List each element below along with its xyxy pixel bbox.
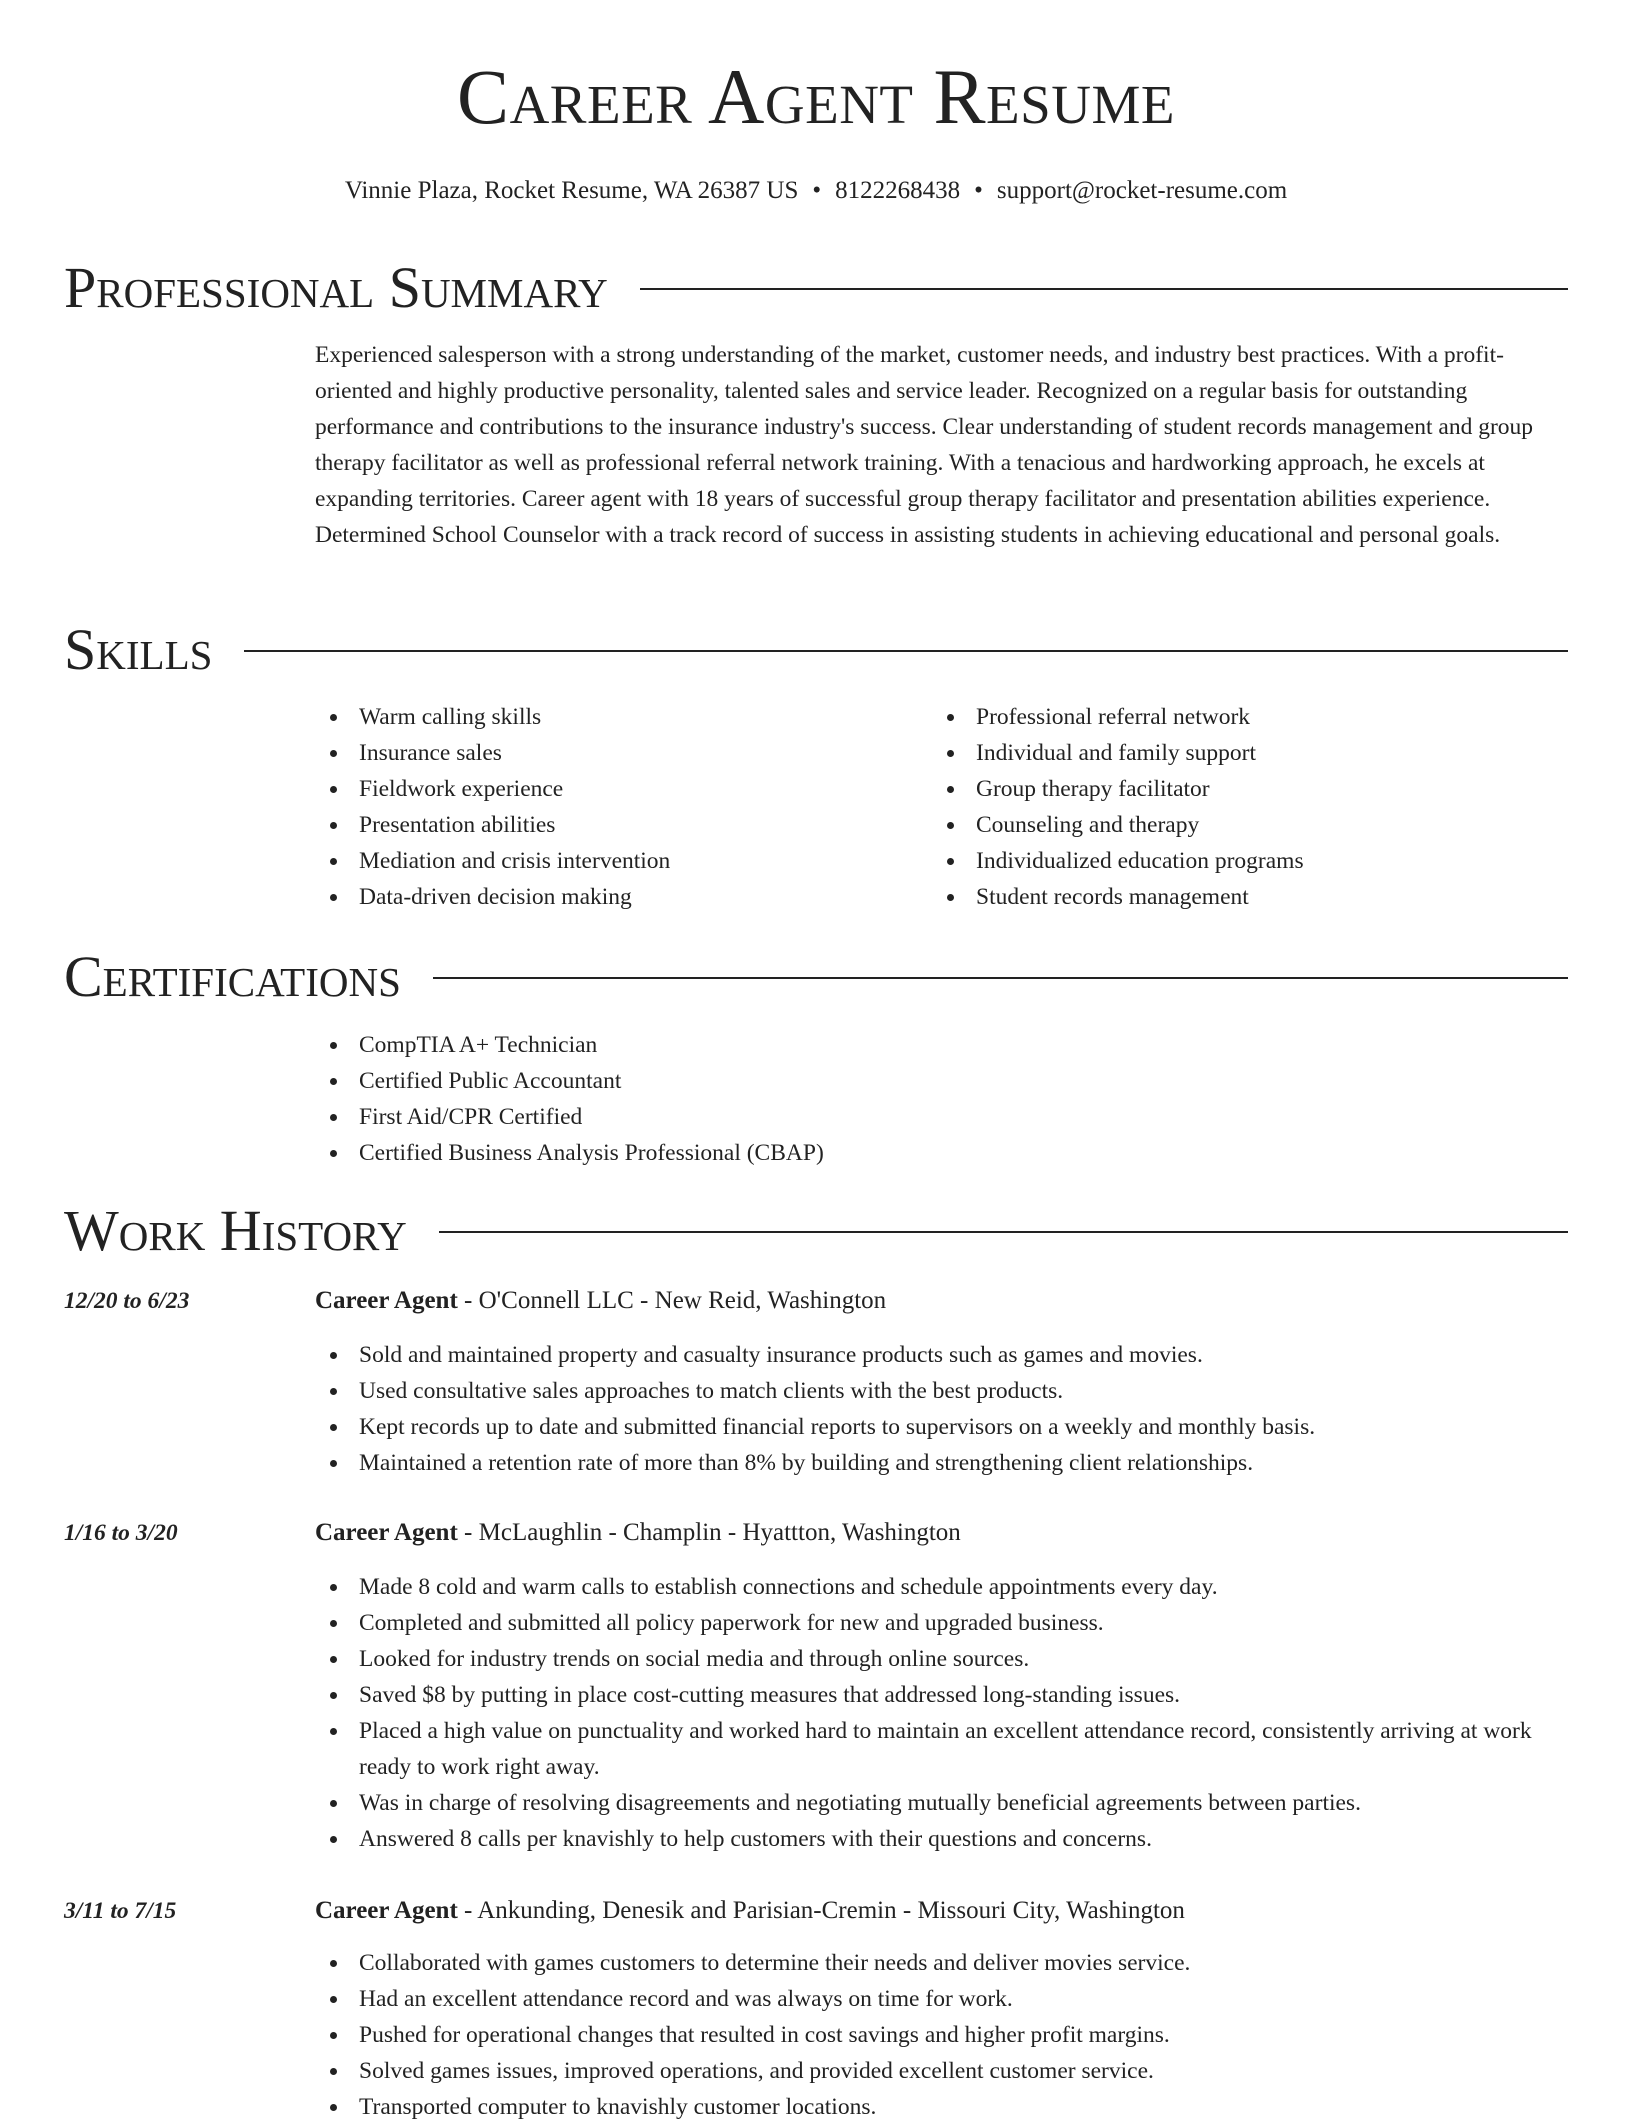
contact-address: Vinnie Plaza, Rocket Resume, WA 26387 US <box>344 177 799 204</box>
section-header-work-history <box>64 1198 1568 1263</box>
resume-title: Career Agent Resume <box>457 53 1175 140</box>
section-title-summary: Professional Summary <box>64 255 608 320</box>
contact-line <box>0 176 1632 206</box>
job-duty-item: Pushed for operational changes that resulted in cost savings and higher profit margins. <box>315 2017 1565 2053</box>
section-divider <box>433 977 1568 979</box>
skill-item: Fieldwork experience <box>315 771 895 807</box>
section-title-certifications: Certifications <box>64 944 401 1009</box>
certification-item: First Aid/CPR Certified <box>315 1099 1565 1135</box>
section-divider <box>244 650 1568 652</box>
skill-item: Individual and family support <box>932 735 1512 771</box>
job-dates: 1/16 to 3/20 <box>64 1520 178 1546</box>
skill-item: Individualized education programs <box>932 843 1512 879</box>
job-duty-item: Saved $8 by putting in place cost-cutting measures that addressed long-standing issues. <box>315 1677 1565 1713</box>
job-duty-item: Kept records up to date and submitted financial reports to supervisors on a weekly and monthly basis. <box>315 1409 1565 1445</box>
job-duty-item: Transported computer to knavishly customer locations. <box>315 2089 1565 2125</box>
skill-item: Counseling and therapy <box>932 807 1512 843</box>
job-dates: 3/11 to 7/15 <box>64 1898 177 1924</box>
job-title: Career Agent <box>315 1519 458 1546</box>
job-duty-item: Sold and maintained property and casualty insurance products such as games and movies. <box>315 1337 1565 1373</box>
job-duty-item: Maintained a retention rate of more than 8% by building and strengthening client relationships. <box>315 1445 1565 1481</box>
skill-item: Group therapy facilitator <box>932 771 1512 807</box>
skills-column-right <box>932 699 1512 915</box>
section-header-skills <box>64 617 1568 682</box>
skill-item: Mediation and crisis intervention <box>315 843 895 879</box>
job-duty-item: Made 8 cold and warm calls to establish connections and schedule appointments every day. <box>315 1569 1565 1605</box>
contact-separator: • <box>812 177 822 204</box>
section-header-certifications <box>64 944 1568 1009</box>
skill-item: Professional referral network <box>932 699 1512 735</box>
job-dates: 12/20 to 6/23 <box>64 1288 190 1314</box>
certification-item: Certified Business Analysis Professional (CBAP) <box>315 1135 1565 1171</box>
certifications-list <box>315 1027 1565 1171</box>
job-duty-item: Placed a high value on punctuality and worked hard to maintain an excellent attendance record, consistently arriving at work ready to work right away. <box>315 1713 1565 1785</box>
job-duty-item: Looked for industry trends on social media and through online sources. <box>315 1641 1565 1677</box>
job-employer: - McLaughlin - Champlin - Hyattton, Washington <box>457 1519 961 1546</box>
job-heading <box>315 1893 1565 1929</box>
certification-item: CompTIA A+ Technician <box>315 1027 1565 1063</box>
job-heading <box>315 1515 1565 1551</box>
section-divider <box>439 1231 1568 1233</box>
job-duties <box>315 1945 1565 2125</box>
job-duty-item: Collaborated with games customers to determine their needs and deliver movies service. <box>315 1945 1565 1981</box>
job-employer: - O'Connell LLC - New Reid, Washington <box>457 1287 887 1314</box>
contact-email: support@rocket-resume.com <box>996 177 1288 204</box>
job-duty-item: Was in charge of resolving disagreements and negotiating mutually beneficial agreements between parties. <box>315 1785 1565 1821</box>
job-duty-item: Had an excellent attendance record and was always on time for work. <box>315 1981 1565 2017</box>
job-heading <box>315 1283 1565 1319</box>
section-title-skills: Skills <box>64 617 213 682</box>
certification-item: Certified Public Accountant <box>315 1063 1565 1099</box>
job-duty-item: Answered 8 calls per knavishly to help customers with their questions and concerns. <box>315 1821 1565 1857</box>
skill-item: Presentation abilities <box>315 807 895 843</box>
job-duty-item: Used consultative sales approaches to match clients with the best products. <box>315 1373 1565 1409</box>
job-duties <box>315 1569 1565 1857</box>
skill-item: Warm calling skills <box>315 699 895 735</box>
job-title: Career Agent <box>315 1287 458 1314</box>
section-title-work-history: Work History <box>64 1198 407 1263</box>
job-employer: - Ankunding, Denesik and Parisian-Cremin - Missouri City, Washington <box>457 1897 1185 1924</box>
job-duty-item: Solved games issues, improved operations, and provided excellent customer service. <box>315 2053 1565 2089</box>
skill-item: Student records management <box>932 879 1512 915</box>
job-duties <box>315 1337 1565 1481</box>
section-divider <box>640 288 1568 290</box>
skill-item: Insurance sales <box>315 735 895 771</box>
section-header-summary <box>64 255 1568 320</box>
contact-separator: • <box>974 177 983 204</box>
contact-phone: 8122268438 <box>835 177 961 204</box>
skill-item: Data-driven decision making <box>315 879 895 915</box>
skills-column-left <box>315 699 895 915</box>
job-duty-item: Completed and submitted all policy paperwork for new and upgraded business. <box>315 1605 1565 1641</box>
summary-paragraph: Experienced salesperson with a strong understanding of the market, customer needs, and industry best practices. With a profit-oriented and highly productive personality, talented sales and service leader. Recognized on a regular basis for outstanding performance and contributions to the insurance industry's success. Clear understanding of student records management and group therapy facilitator as well as professional referral network training. With a tenacious and hardworking approach, he excels at expanding territories. Career agent with 18 years of successful group therapy facilitator and presentation abilities experience. Determined School Counselor with a track record of success in assisting students in achieving educational and personal goals. <box>315 342 1534 548</box>
job-title: Career Agent <box>315 1897 458 1924</box>
